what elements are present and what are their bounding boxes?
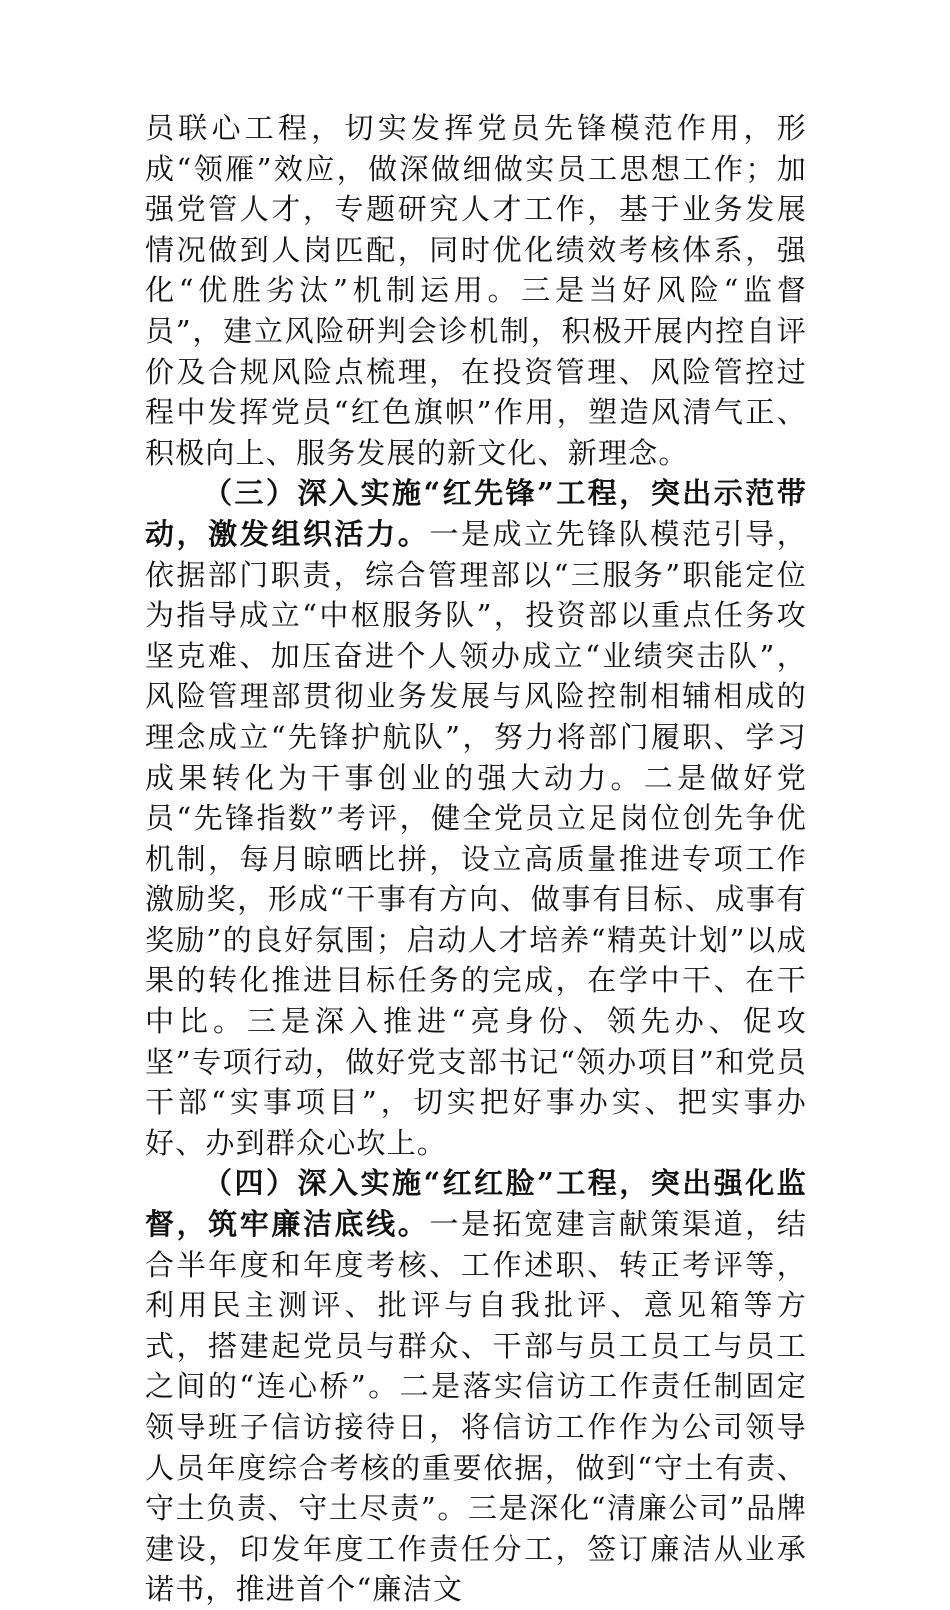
section-4-heading: （四）深入实施“红红脸”工程，突出强化监督，筑牢廉洁底线。 [145, 1166, 807, 1242]
section-3-heading: （三）深入实施“红先锋”工程，突出示范带动，激发组织活力。 [145, 476, 807, 551]
section-3-body: 一是成立先锋队模范引导，依据部门职责，综合管理部以“三服务”职能定位为指导成立“中枢服务队”，投资部以重点任务攻坚克难、加压奋进个人领办成立“业绩突击队”，风险管理部贯彻业务发展与风险控制相辅相成的理念成立“先锋护航队”，努力将部门履职、学习成果转化为干事创业的强大动力。二是做好党员“先锋指数”考评，健全党员立足岗位创先争优机制，每月晾晒比拼，设立高质量推进专项工作激励奖，形成“干事有方向、做事有目标、成事有奖励”的良好氛围；启动人才培养“精英计划”以成果的转化推进目标任务的完成，在学中干、在干中比。三是深入推进“亮身份、领先办、促攻坚”专项行动，做好党支部书记“领办项目”和党员干部“实事项目”，切实把好事办实、把实事办好、办到群众心坎上。 [145, 516, 807, 1160]
paragraph-section-4 [145, 1163, 807, 1610]
paragraph-continuation [145, 108, 807, 473]
paragraph-section-3 [145, 473, 807, 1163]
section-4-body: 一是拓宽建言献策渠道，结合半年度和年度考核、工作述职、转正考评等，利用民主测评、批评与自我批评、意见箱等方式，搭建起党员与群众、干部与员工员工与员工之间的“连心桥”。二是落实信访工作责任制固定领导班子信访接待日，将信访工作作为公司领导人员年度综合考核的重要依据，做到“守土有责、守土负责、守土尽责”。三是深化“清廉公司”品牌建设，印发年度工作责任分工，签订廉洁从业承诺书，推进首个“廉洁文 [145, 1207, 807, 1607]
paragraph-text: 员联心工程，切实发挥党员先锋模范作用，形成“领雁”效应，做深做细做实员工思想工作；加强党管人才，专题研究人才工作，基于业务发展情况做到人岗匹配，同时优化绩效考核体系，强化“优胜劣汰”机制运用。三是当好风险“监督员”，建立风险研判会诊机制，积极开展内控自评价及合规风险点梳理，在投资管理、风险管控过程中发挥党员“红色旗帜”作用，塑造风清气正、积极向上、服务发展的新文化、新理念。 [145, 111, 807, 470]
document-page [145, 108, 807, 1610]
